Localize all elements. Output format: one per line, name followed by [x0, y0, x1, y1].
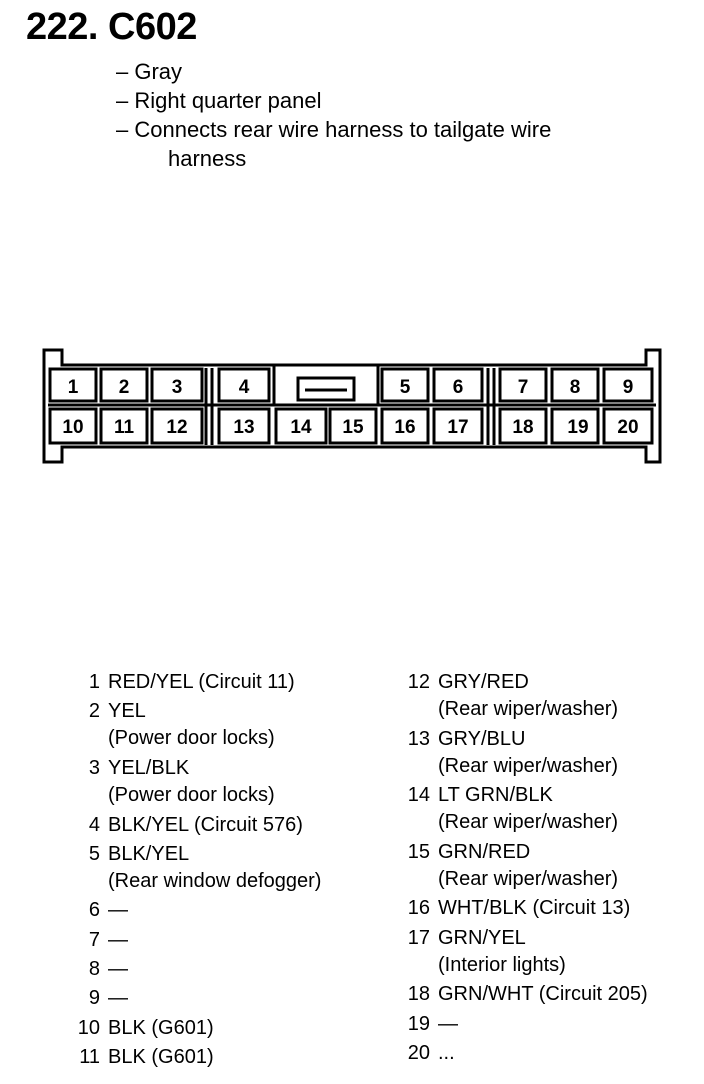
circuit-function: (Interior lights): [438, 954, 566, 977]
circuit-function: (Power door locks): [108, 784, 275, 807]
pin-number: 14: [407, 784, 430, 806]
pin-label-20: 20: [617, 417, 639, 438]
pin-number: 13: [407, 728, 430, 750]
wire-color: GRY/RED: [438, 671, 529, 693]
wire-color: —: [108, 899, 128, 921]
wire-color: GRN/WHT (Circuit 205): [438, 983, 648, 1005]
wire-color: ...: [438, 1042, 455, 1064]
wire-color: LT GRN/BLK: [438, 784, 553, 806]
pin-label-8: 8: [569, 377, 581, 398]
pin-label-16: 16: [394, 417, 416, 438]
pin-label-18: 18: [512, 417, 534, 438]
pin-number: 20: [407, 1042, 430, 1064]
wire-color: GRN/RED: [438, 841, 531, 863]
pin-label-12: 12: [166, 417, 188, 438]
pin-number: 16: [407, 897, 430, 919]
wire-color: —: [108, 958, 128, 980]
location-line: – Right quarter panel: [116, 88, 322, 113]
pin-label-14: 14: [290, 417, 312, 438]
pin-number: 1: [88, 671, 100, 693]
pin-label-3: 3: [171, 377, 183, 398]
pin-number: 4: [88, 814, 100, 836]
wire-color: BLK (G601): [108, 1046, 214, 1068]
connects-line-cont: harness: [168, 146, 247, 171]
circuit-function: (Rear wiper/washer): [438, 755, 619, 778]
page-title: 222. C602: [26, 6, 197, 48]
pin-label-1: 1: [67, 377, 79, 398]
wire-color: —: [438, 1013, 458, 1035]
pin-number: 6: [88, 899, 100, 921]
pin-number: 11: [79, 1046, 100, 1068]
pin-label-9: 9: [622, 377, 634, 398]
wire-color: BLK/YEL: [108, 843, 190, 865]
wire-color: BLK (G601): [108, 1017, 214, 1039]
pin-label-2: 2: [118, 377, 130, 398]
circuit-function: (Rear wiper/washer): [438, 811, 619, 834]
wire-color: GRN/YEL: [438, 927, 526, 949]
wire-color: BLK/YEL (Circuit 576): [108, 814, 303, 836]
circuit-function: (Rear wiper/washer): [438, 698, 619, 721]
color-line: – Gray: [116, 59, 183, 84]
wire-color: RED/YEL (Circuit 11): [108, 671, 295, 693]
wire-color: —: [108, 929, 128, 951]
pin-label-7: 7: [517, 377, 529, 398]
circuit-function: (Rear wiper/washer): [438, 868, 619, 891]
pin-label-4: 4: [238, 377, 250, 398]
pin-number: 19: [407, 1013, 430, 1035]
wire-color: —: [108, 987, 128, 1009]
pin-number: 5: [88, 843, 100, 865]
pin-number: 9: [88, 987, 100, 1009]
pin-label-6: 6: [452, 377, 464, 398]
pin-number: 2: [88, 700, 100, 722]
pin-number: 18: [407, 983, 430, 1005]
pin-number: 15: [407, 841, 430, 863]
pin-number: 7: [88, 929, 100, 951]
wire-color: YEL: [108, 700, 146, 722]
pin-number: 12: [407, 671, 430, 693]
pin-number: 8: [88, 958, 100, 980]
pin-label-5: 5: [399, 377, 411, 398]
connects-line: – Connects rear wire harness to tailgate wire: [116, 117, 552, 142]
wire-color: WHT/BLK (Circuit 13): [438, 897, 631, 919]
wire-color: GRY/BLU: [438, 728, 526, 750]
pin-number: 17: [407, 927, 430, 949]
pin-number: 10: [77, 1017, 100, 1039]
circuit-function: (Rear window defogger): [108, 870, 322, 893]
pin-label-19: 19: [567, 417, 589, 438]
circuit-function: (Power door locks): [108, 727, 275, 750]
pin-number: 3: [88, 757, 100, 779]
pin-label-17: 17: [447, 417, 469, 438]
pin-label-11: 11: [113, 417, 135, 438]
pin-label-10: 10: [62, 417, 84, 438]
pin-label-15: 15: [342, 417, 364, 438]
pin-label-13: 13: [233, 417, 255, 438]
wire-color: YEL/BLK: [108, 757, 190, 779]
